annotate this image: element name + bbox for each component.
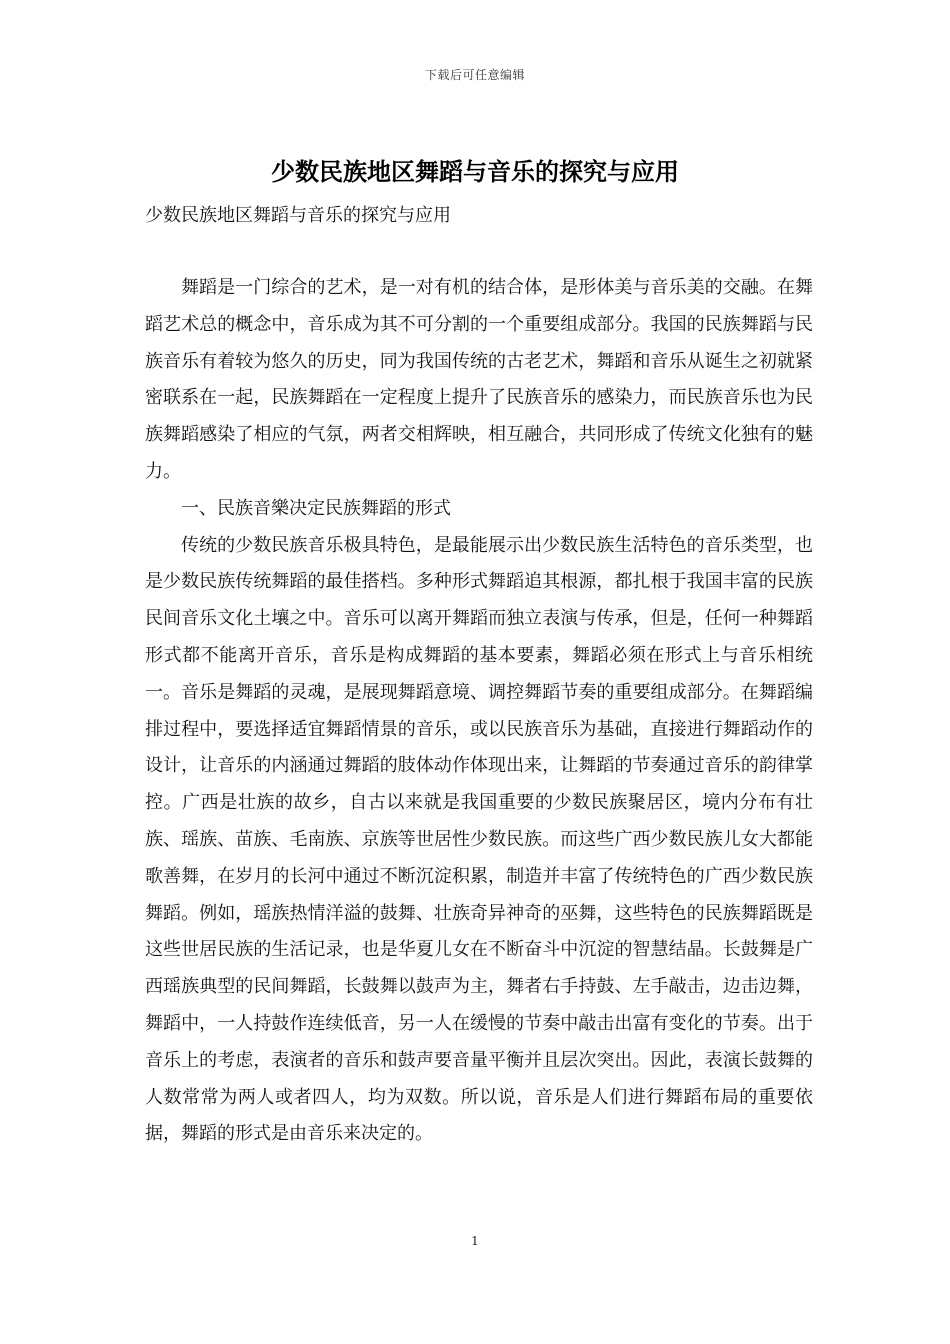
document-title: 少数民族地区舞蹈与音乐的探究与应用 (271, 157, 679, 186)
page-number: 1 (471, 1234, 479, 1248)
paragraph-intro: 舞蹈是一门综合的艺术，是一对有机的结合体，是形体美与音乐美的交融。在舞蹈艺术总的概念中，音乐成为其不可分割的一个重要组成部分。我国的民族舞蹈与民族音乐有着较为悠久的历史，同为我国传统的古老艺术，舞蹈和音乐从诞生之初就紧密联系在一起，民族舞蹈在一定程度上提升了民族音乐的感染力，而民族音乐也为民族舞蹈感染了相应的气氛，两者交相辉映，相互融合，共同形成了传统文化独有的魅力。 (145, 277, 813, 482)
header-note: 下载后可任意编辑 (424, 68, 525, 82)
document-subtitle: 少数民族地区舞蹈与音乐的探究与应用 (145, 205, 451, 226)
paragraph-main: 传统的少数民族音乐极具特色，是最能展示出少数民族生活特色的音乐类型，也是少数民族传统舞蹈的最佳搭档。多种形式舞蹈追其根源，都扎根于我国丰富的民族民间音乐文化土壤之中。音乐可以离开舞蹈而独立表演与传承，但是，任何一种舞蹈形式都不能离开音乐，音乐是构成舞蹈的基本要素，舞蹈必须在形式上与音乐相统一。音乐是舞蹈的灵魂，是展现舞蹈意境、调控舞蹈节奏的重要组成部分。在舞蹈编排过程中，要选择适宜舞蹈情景的音乐，或以民族音乐为基础，直接进行舞蹈动作的设计，让音乐的内涵通过舞蹈的肢体动作体现出来，让舞蹈的节奏通过音乐的韵律掌控。广西是壮族的故乡，自古以来就是我国重要的少数民族聚居区，境内分布有壮族、瑶族、苗族、毛南族、京族等世居性少数民族。而这些广西少数民族儿女大都能歌善舞，在岁月的长河中通过不断沉淀积累，制造并丰富了传统特色的广西少数民族舞蹈。例如，瑶族热情洋溢的鼓舞、壮族奇异神奇的巫舞，这些特色的民族舞蹈既是这些世居民族的生活记录，也是华夏儿女在不断奋斗中沉淀的智慧结晶。长鼓舞是广西瑶族典型的民间舞蹈，长鼓舞以鼓声为主，舞者右手持鼓、左手敲击，边击边舞，舞蹈中，一人持鼓作连续低音，另一人在缓慢的节奏中敲击出富有变化的节奏。出于音乐上的考虑，表演者的音乐和鼓声要音量平衡并且层次突出。因此，表演长鼓舞的人数常常为两人或者四人，均为双数。所以说，音乐是人们进行舞蹈布局的重要依据，舞蹈的形式是由音乐来决定的。 (145, 534, 813, 1145)
document-body (145, 270, 813, 1153)
section-heading: 一、民族音樂决定民族舞蹈的形式 (181, 497, 451, 519)
